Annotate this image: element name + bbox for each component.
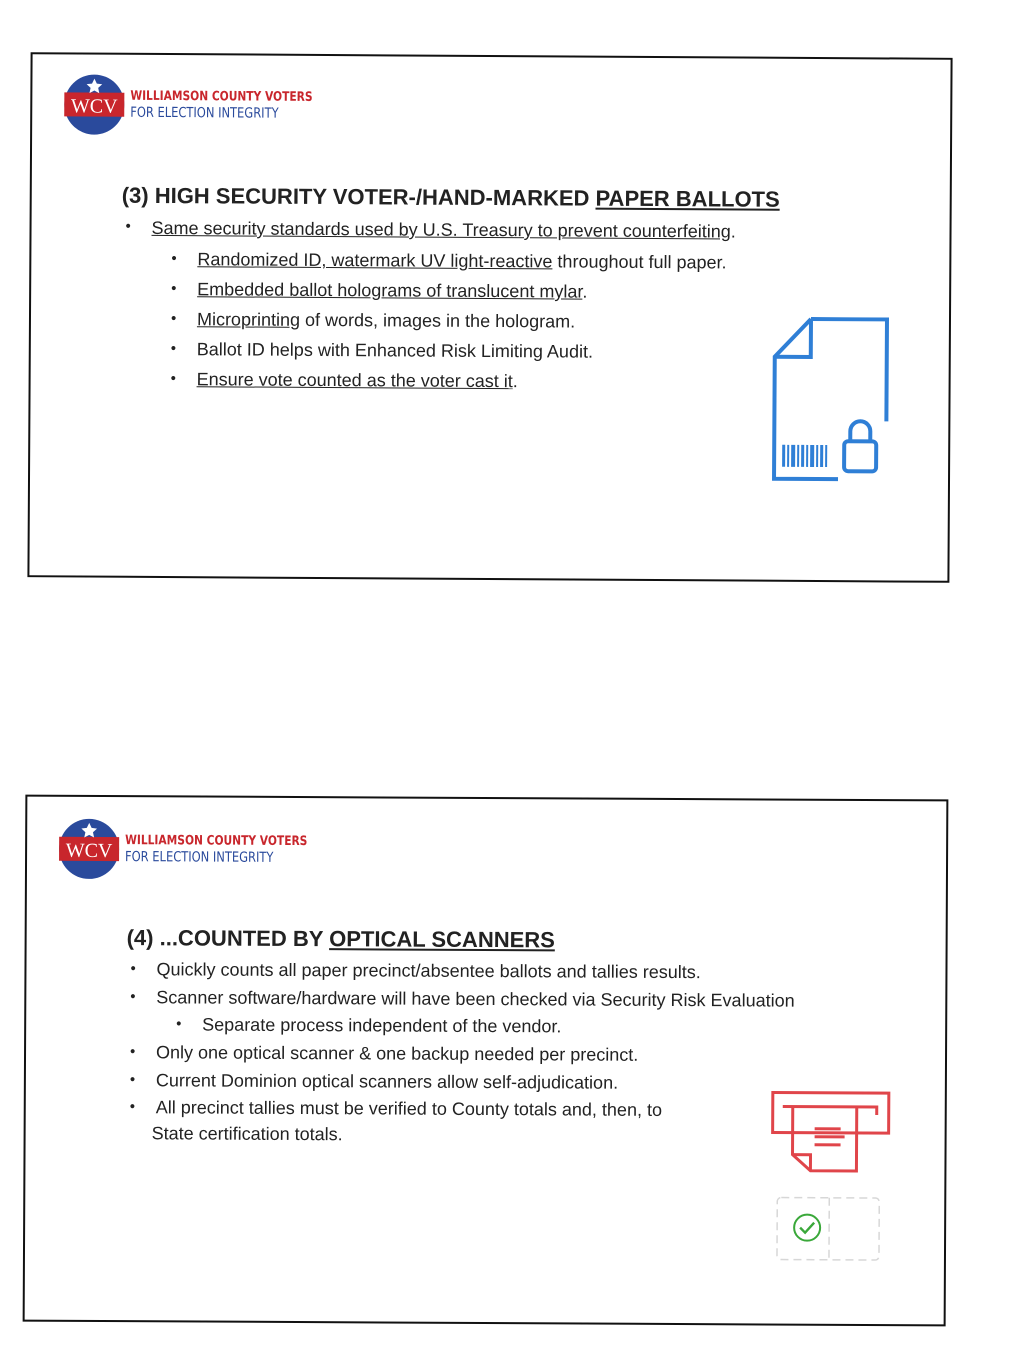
sub-bullet: • Randomized ID, watermark UV light-reactive throughout full paper.: [197, 248, 726, 281]
secure-ballot-document-icon: [770, 317, 893, 488]
sub-bullet: • Embedded ballot holograms of translucent mylar.: [197, 278, 726, 311]
bullet-item: • Only one optical scanner & one backup needed per precinct.: [156, 1041, 662, 1072]
title-underlined: OPTICAL SCANNERS: [329, 926, 555, 953]
logo-org-name: WILLIAMSON COUNTY VOTERS: [130, 88, 313, 105]
title-prefix: (4) ...COUNTED BY: [126, 925, 330, 952]
bullet-item: • Scanner software/hardware will have been checked via Security Risk Evaluation: [156, 986, 794, 1015]
wcv-logo-icon: [62, 72, 126, 136]
printer-scanner-icon: [770, 1090, 892, 1177]
svg-text:WCV: WCV: [70, 95, 118, 118]
bullet-continuation: State certification totals.: [151, 1123, 343, 1145]
title-prefix: (3) HIGH SECURITY VOTER-/HAND-MARKED: [121, 182, 596, 211]
title-underlined: PAPER BALLOTS: [595, 185, 780, 212]
sub-bullet: • Separate process independent of the vendor.: [202, 1014, 561, 1038]
sub-bullet: • Microprinting of words, images in the hologram.: [197, 308, 726, 341]
bullet-item: • All precinct tallies must be verified to County totals and, then, to: [156, 1096, 662, 1125]
sub-bullet: • Ballot ID helps with Enhanced Risk Limiting Audit.: [197, 338, 726, 371]
bullet-item: • Current Dominion optical scanners allow self-adjudication.: [156, 1069, 662, 1099]
slide-title: [127, 925, 555, 953]
wcv-logo: [62, 72, 353, 138]
bullet-main: • Same security standards used by U.S. Treasury to prevent counterfeiting.: [151, 218, 735, 243]
slide-title: [122, 183, 780, 213]
logo-org-tagline: FOR ELECTION INTEGRITY: [130, 104, 279, 122]
slide-optical-scanners: [23, 795, 949, 1327]
sub-bullet: • Ensure vote counted as the voter cast it.: [197, 368, 726, 401]
wcv-logo: [57, 817, 348, 883]
logo-org-name: WILLIAMSON COUNTY VOTERS: [125, 833, 308, 850]
wcv-logo-icon: [57, 817, 121, 881]
verified-check-icon: [773, 1194, 883, 1265]
svg-text:WCV: WCV: [65, 839, 113, 863]
slide-paper-ballots: [27, 52, 952, 583]
bullet-item: • Quickly counts all paper precinct/absentee ballots and tallies results.: [156, 958, 794, 989]
logo-org-tagline: FOR ELECTION INTEGRITY: [125, 849, 274, 866]
